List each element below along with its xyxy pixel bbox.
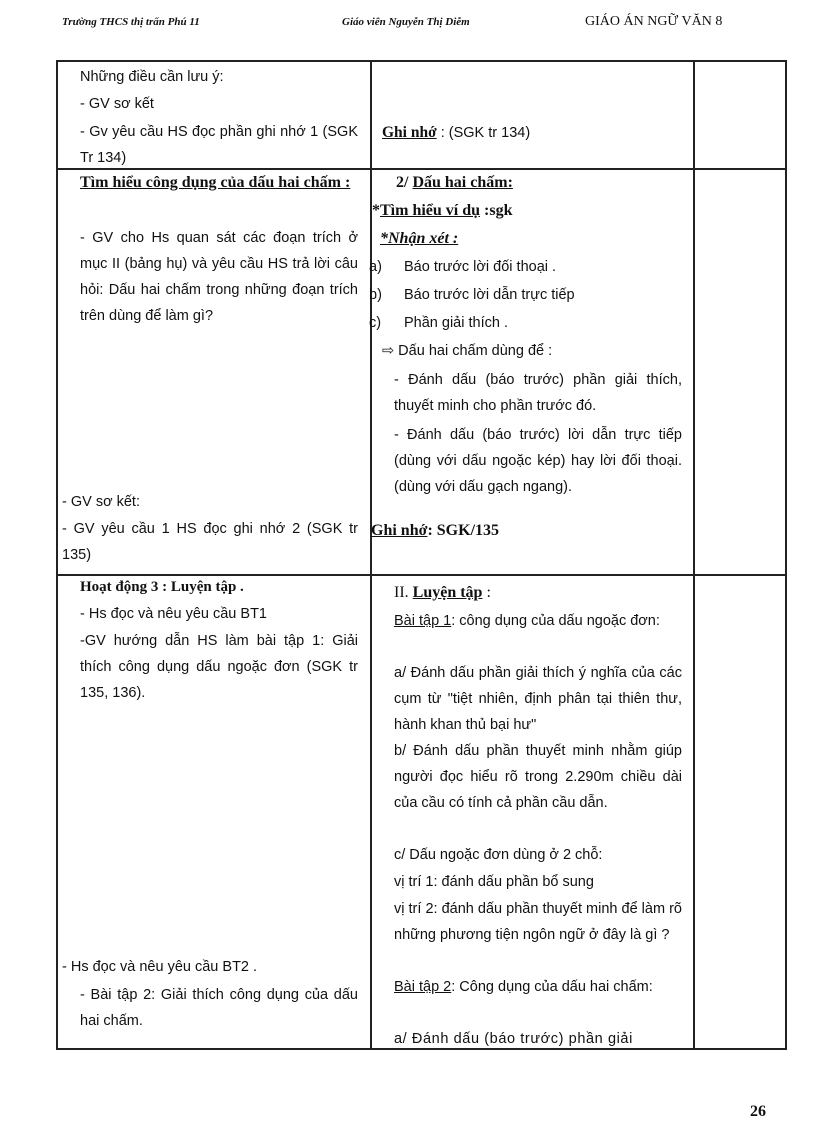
item-c-text: Phần giải thích . — [404, 315, 508, 331]
table-row — [57, 575, 786, 1049]
row3-bt2-task: - Bài tập 2: Giải thích công dụng của dấu hai chấm. — [80, 987, 358, 1029]
row2-left-cell — [57, 169, 371, 575]
row3-bt2-read: - Hs đọc và nêu yêu cầu BT2 . — [62, 959, 258, 975]
item-c-marker: c) — [369, 315, 382, 331]
lesson-table — [56, 60, 787, 1050]
header-teacher: Giáo viên Nguyễn Thị Diễm — [342, 16, 470, 28]
exercise-1-b: b/ Đánh dấu phần thuyết minh nhằm giúp người đọc hiểu rõ trong 2.290m chiều dài của cầu có tính cả phần cầu dẫn. — [394, 743, 682, 811]
item-b-text: Báo trước lời dẫn trực tiếp — [404, 287, 575, 303]
row2-conclusion: ⇨ Dấu hai chấm dùng để : — [382, 343, 553, 359]
row2-right-cell — [694, 169, 786, 575]
usage-2: - Đánh dấu (báo trước) lời dẫn trực tiếp (dùng với dấu ngoặc kép) hay lời đối thoại. (dùng với dấu gạch ngang). — [394, 427, 682, 495]
row3-section-title: II. Luyện tập : — [394, 584, 491, 601]
row2-read-note: - GV yêu cầu 1 HS đọc ghi nhớ 2 (SGK tr 135) — [62, 521, 358, 563]
activity-3-heading: Hoạt động 3 : Luyện tập . — [80, 579, 244, 595]
table-row — [57, 61, 786, 169]
usage-1: - Đánh dấu (báo trước) phần giải thích, thuyết minh cho phần trước đó. — [394, 372, 682, 414]
row2-section-title: 2/ Dấu hai chấm: — [396, 174, 513, 191]
row3-left-cell — [57, 575, 371, 1049]
arrow-right-icon: ⇨ — [382, 343, 395, 359]
row3-bt1-guide: -GV hướng dẫn HS làm bài tập 1: Giải thích công dụng dấu ngoặc đơn (SGK tr 135, 136). — [80, 633, 358, 701]
row2-ghinho: Ghi nhớ: SGK/135 — [371, 522, 500, 539]
item-b-marker: b) — [369, 287, 382, 303]
row2-nhanxet: *Nhận xét : — [380, 230, 459, 247]
row1-read-note: - Gv yêu cầu HS đọc phần ghi nhớ 1 (SGK Tr 134) — [80, 124, 358, 166]
table-row — [57, 169, 786, 575]
page-number: 26 — [750, 1103, 766, 1120]
page-header — [0, 14, 816, 38]
row1-left-cell — [57, 61, 371, 169]
position-1: vị trí 1: đánh dấu phần bổ sung — [394, 874, 594, 890]
row2-mid-cell — [371, 169, 694, 575]
row3-right-cell — [694, 575, 786, 1049]
header-subject: GIÁO ÁN NGỮ VĂN 8 — [585, 14, 723, 29]
exercise-2: Bài tập 2: Công dụng của dấu hai chấm: — [394, 979, 653, 995]
row1-right-cell — [694, 61, 786, 169]
row2-instruction: - GV cho Hs quan sát các đoạn trích ở mục II (bảng hụ) và yêu cầu HS trả lời câu hỏi: Dấu hai chấm trong những đoạn trích trên dùng để làm gì? — [80, 230, 358, 324]
row2-summary: - GV sơ kết: — [62, 494, 140, 510]
row1-note-heading: Những điều cần lưu ý: — [80, 69, 224, 85]
row1-ghinho: Ghi nhớ : (SGK tr 134) — [382, 124, 531, 141]
row3-bt1-read: - Hs đọc và nêu yêu cầu BT1 — [80, 606, 267, 622]
row2-heading: Tìm hiểu công dụng của dấu hai chấm : — [80, 174, 351, 191]
item-a-text: Báo trước lời đối thoại . — [404, 259, 557, 275]
row3-mid-cell — [371, 575, 694, 1049]
exercise-1-c: c/ Dấu ngoặc đơn dùng ở 2 chỗ: — [394, 847, 603, 863]
row1-mid-cell — [371, 61, 694, 169]
row1-summary: - GV sơ kết — [80, 96, 154, 112]
row2-vidu: *Tìm hiểu ví dụ :sgk — [372, 202, 513, 219]
header-school: Trường THCS thị trấn Phú 11 — [62, 16, 200, 28]
exercise-2-a: a/ Đánh dấu (báo trước) phần giải — [394, 1031, 633, 1047]
exercise-1: Bài tập 1: công dụng của dấu ngoặc đơn: — [394, 613, 660, 629]
exercise-1-a: a/ Đánh dấu phần giải thích ý nghĩa của các cụm từ "tiệt nhiên, định phân tại thiên thư, hành khan thủ bại hư" — [394, 665, 682, 733]
item-a-marker: a) — [369, 259, 382, 275]
position-2: vị trí 2: đánh dấu phần thuyết minh để làm rõ những phương tiện ngôn ngữ ở đây là gì ? — [394, 901, 682, 943]
